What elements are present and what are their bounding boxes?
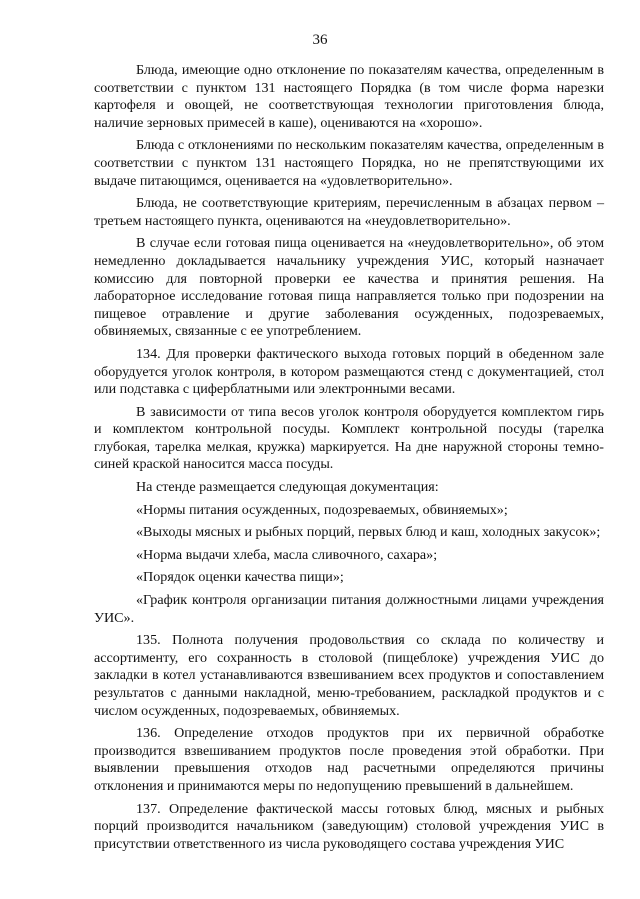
list-item-nutrition-norms: «Нормы питания осужденных, подозреваемых, обвиняемых»; (136, 501, 508, 518)
paragraph-stand-documents-intro: На стенде размещается следующая документация: (136, 479, 439, 496)
list-item-portion-yields: «Выходы мясных и рыбных порций, первых блюд и каш, холодных закусок»; (136, 524, 601, 541)
document-body (94, 62, 604, 853)
paragraph-134: 134. Для проверки фактического выхода готовых порций в обеденном зале оборудуется уголок контроля, в котором размещаются стенд с документацией, стол или подставка с циферблатными или электронными весами. (94, 345, 604, 398)
paragraph-unsatisfactory-procedure: В случае если готовая пища оценивается на «неудовлетворительно», об этом немедленно докладывается начальнику учреждения УИС, который назначает комиссию для повторной проверки ее качества и принятия решения. На лабораторное исследование готовая пища направляется только при подозрении на пищевое отравление и другие заболевания осужденных, подозреваемых, обвиняемых, связанные с ее употреблением. (94, 235, 604, 340)
paragraph-136: 136. Определение отходов продуктов при их первичной обработке производится взвешиванием продуктов после проведения этой обработки. При выявлении превышения отходов над расчетными определяются причины отклонения и принимаются меры по недопущению превышений в дальнейшем. (94, 725, 604, 794)
page-number: 36 (312, 32, 328, 48)
paragraph-good-rating: Блюда, имеющие одно отклонение по показателям качества, определенным в соответствии с пунктом 131 настоящего Порядка (в том числе форма нарезки картофеля и овощей, не соответствующая технологии приготовления блюда, наличие зерновых примесей в каше), оцениваются на «хорошо». (94, 62, 604, 131)
paragraph-unsatisfactory-rating: Блюда, не соответствующие критериям, перечисленным в абзацах первом – третьем настоящего пункта, оцениваются на «неудовлетворительно». (94, 195, 604, 229)
list-item-control-schedule: «График контроля организации питания должностными лицами учреждения УИС». (94, 592, 604, 626)
list-item-quality-assessment: «Порядок оценки качества пищи»; (136, 569, 344, 586)
paragraph-137: 137. Определение фактической массы готовых блюд, мясных и рыбных порций производится начальником (заведующим) столовой учреждения УИС в присутствии ответственного из числа руководящего состава учреждения УИС (94, 800, 604, 852)
paragraph-scales-equipment: В зависимости от типа весов уголок контроля оборудуется комплектом гирь и комплектом контрольной посуды. Комплект контрольной посуды (тарелка глубокая, тарелка мелкая, кружка) маркируется. На дне наружной стороны темно-синей краской наносится масса посуды. (94, 403, 604, 473)
list-item-bread-butter-sugar: «Норма выдачи хлеба, масла сливочного, сахара»; (136, 546, 438, 563)
paragraph-135: 135. Полнота получения продовольствия со склада по количеству и ассортименту, его сохранность в столовой (пищеблоке) учреждения УИС до закладки в котел устанавливаются взвешиванием всех продуктов и сопоставлением результатов с данными накладной, меню-требованием, раскладкой продуктов и с числом осужденных, подозреваемых, обвиняемых. (94, 632, 604, 719)
paragraph-satisfactory-rating: Блюда с отклонениями по нескольким показателям качества, определенным в соответствии с пунктом 131 настоящего Порядка, но не препятствующими их выдаче питающимся, оценивается на «удовлетворительно». (94, 137, 604, 189)
